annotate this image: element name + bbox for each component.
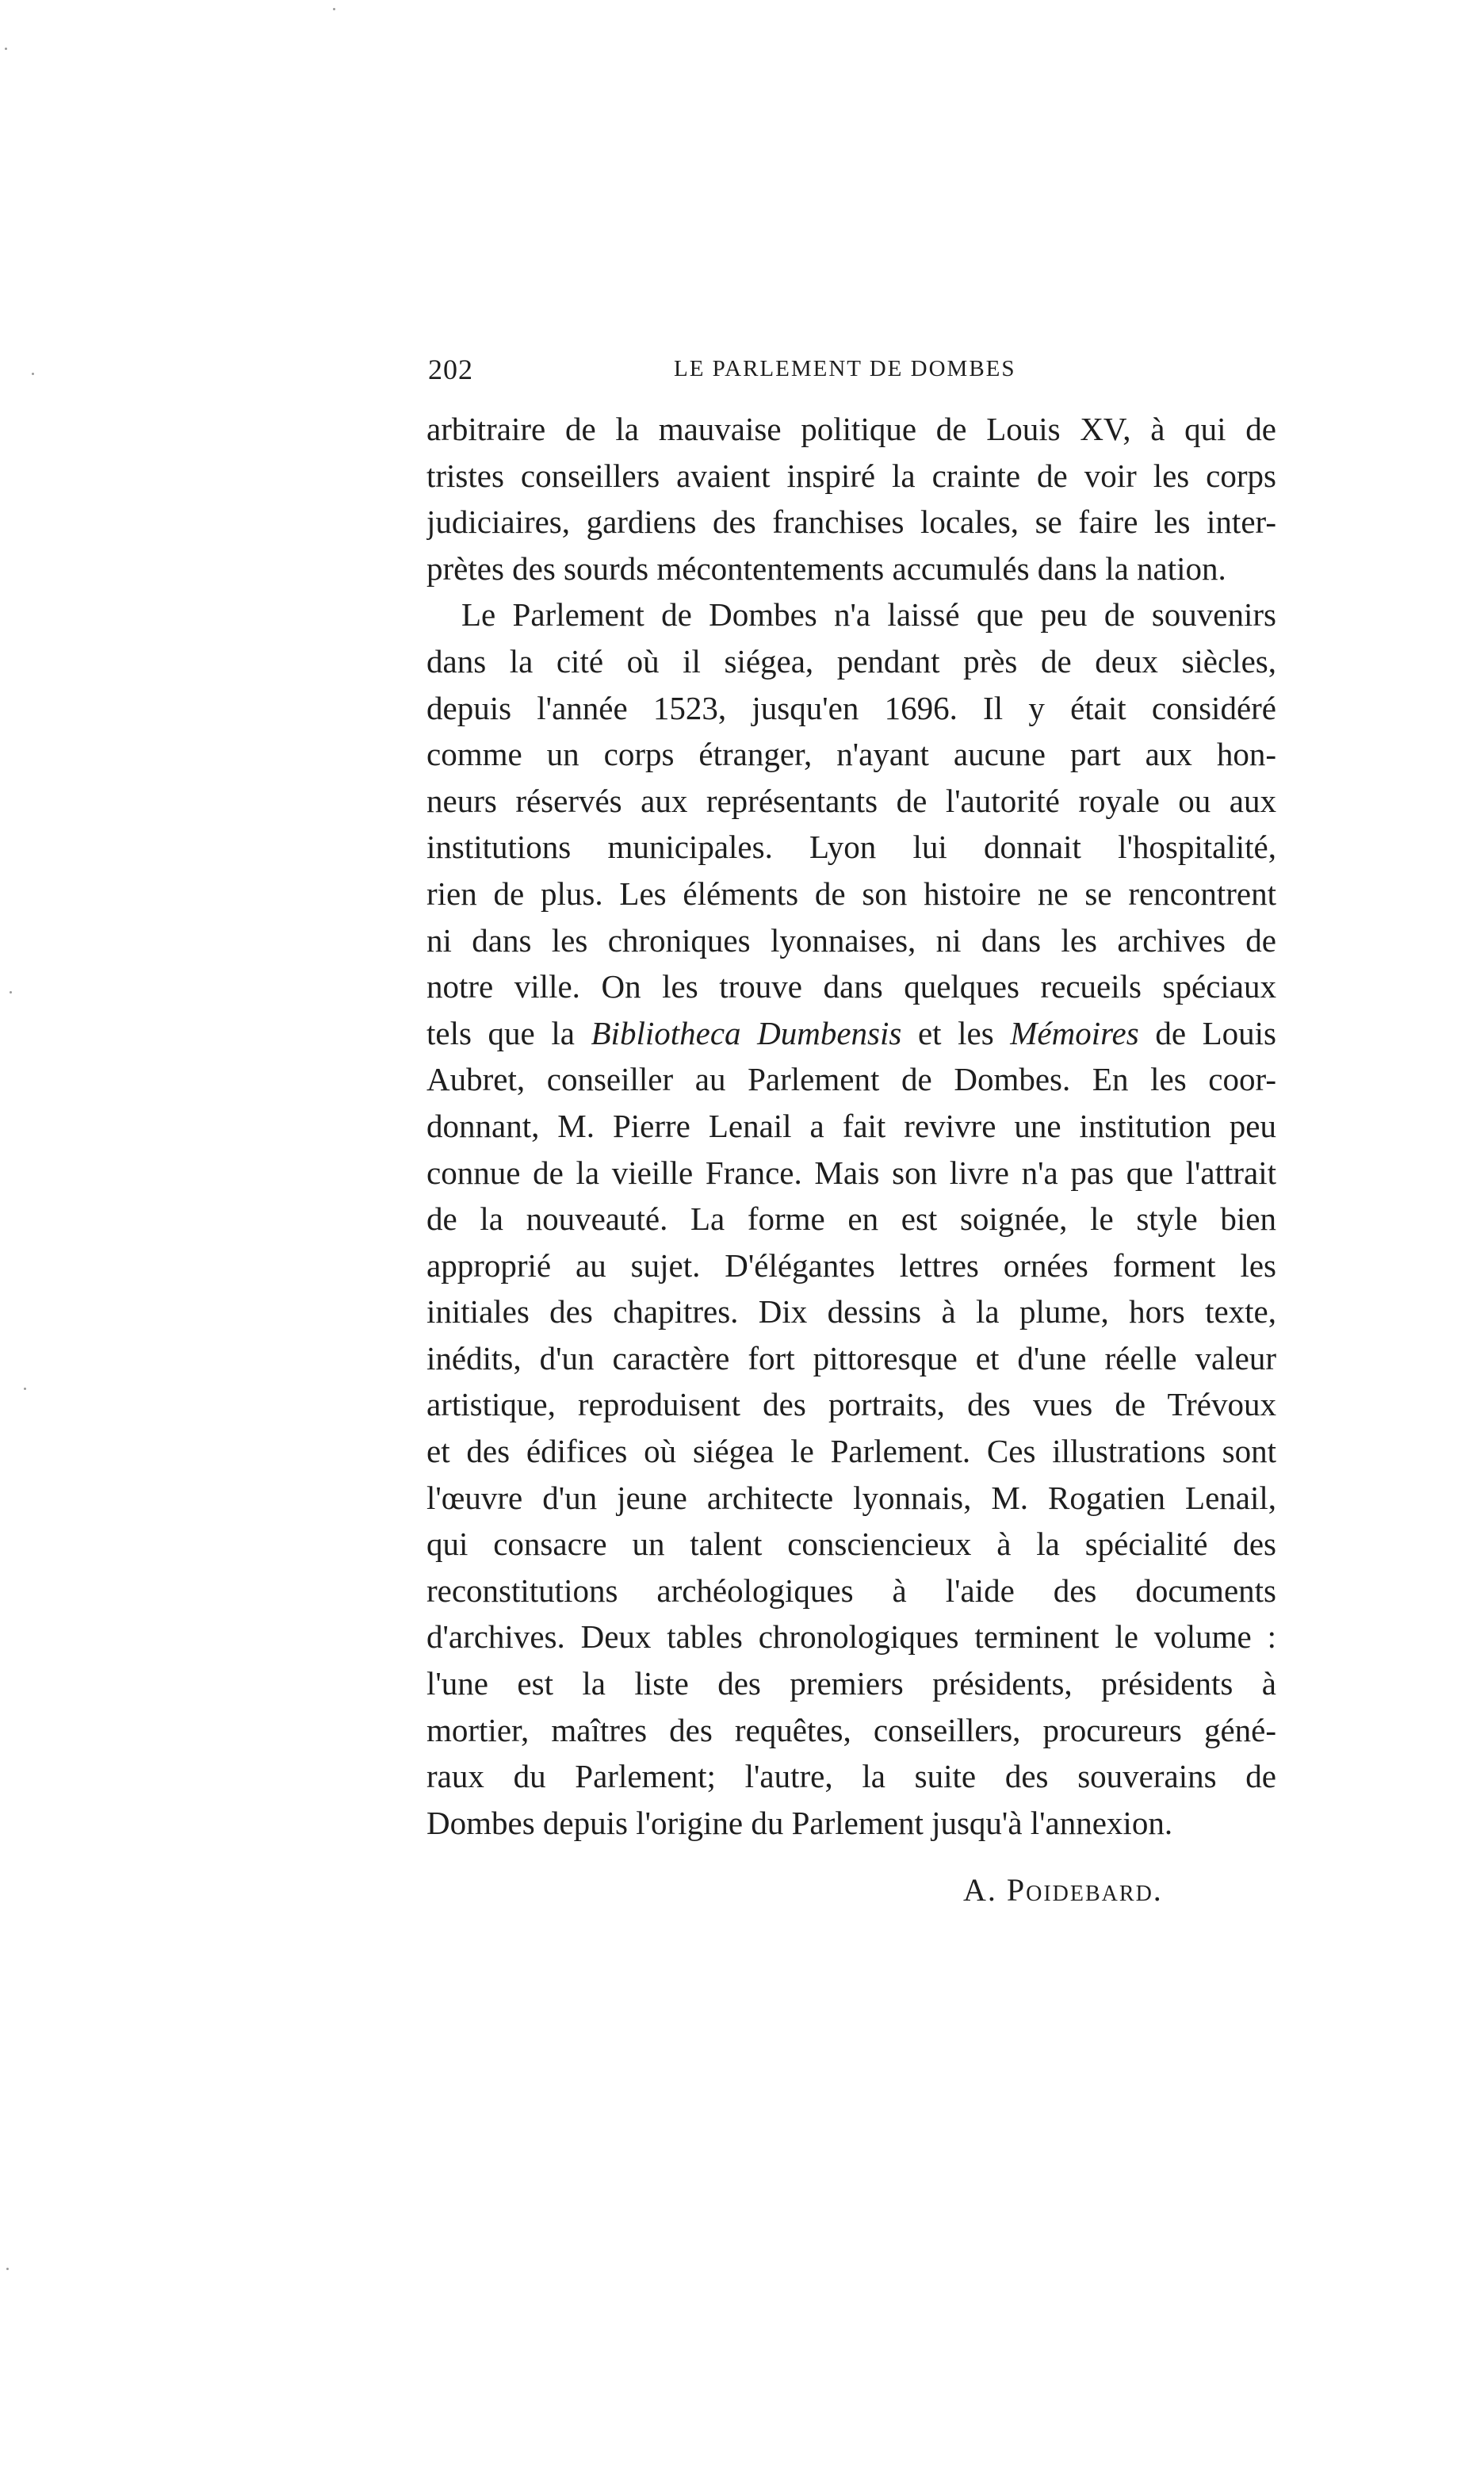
text-line: comme un corps étranger, n'ayant aucune part aux hon- (426, 736, 1276, 773)
text-line: connue de la vieille France. Mais son livre n'a pas que l'attrait (426, 1154, 1276, 1191)
scan-speck (10, 991, 12, 994)
scan-speck (6, 2268, 9, 2270)
text-fragment: et les (901, 1014, 1011, 1051)
text-line: raux du Parlement; l'autre, la suite des souverains de (426, 1758, 1276, 1795)
text-line: donnant, M. Pierre Lenail a fait revivre une institution peu (426, 1107, 1276, 1144)
text-line-with-titles (426, 1010, 1276, 1057)
text-line: judiciaires, gardiens des franchises locales, se faire les inter- (426, 503, 1276, 541)
text-fragment: de Louis (1138, 1014, 1276, 1051)
scan-speck (32, 373, 34, 375)
text-fragment: tels que la (426, 1014, 591, 1051)
text-line: artistique, reproduisent des portraits, des vues de Trévoux (426, 1386, 1276, 1423)
text-line: et des édifices où siégea le Parlement. Ces illustrations sont (426, 1433, 1276, 1470)
text-line: neurs réservés aux représentants de l'autorité royale ou aux (426, 782, 1276, 819)
text-line: notre ville. On les trouve dans quelques recueils spéciaux (426, 968, 1276, 1005)
running-title: LE PARLEMENT DE DOMBES (674, 356, 1016, 381)
text-line: ni dans les chroniques lyonnaises, ni dans les archives de (426, 921, 1276, 959)
text-line: mortier, maîtres des requêtes, conseillers, procureurs géné- (426, 1711, 1276, 1748)
book-title: Bibliotheca Dumbensis (591, 1014, 902, 1051)
text-line: Aubret, conseiller au Parlement de Dombes. En les coor- (426, 1061, 1276, 1098)
text-line: reconstitutions archéologiques à l'aide des documents (426, 1572, 1276, 1609)
text-line: arbitraire de la mauvaise politique de Louis XV, à qui de (426, 411, 1276, 447)
author-signature: A. Poidebard. (963, 1872, 1163, 1908)
text-line: Dombes depuis l'origine du Parlement jusqu'à l'annexion. (426, 1804, 1173, 1841)
scan-speck (5, 48, 7, 50)
page-number: 202 (428, 354, 473, 385)
text-line: inédits, d'un caractère fort pittoresque et d'une réelle valeur (426, 1339, 1276, 1376)
scan-speck (24, 1388, 26, 1390)
text-line: l'œuvre d'un jeune architecte lyonnais, M. Rogatien Lenail, (426, 1479, 1276, 1516)
text-line: tristes conseillers avaient inspiré la crainte de voir les corps (426, 457, 1276, 494)
text-line: l'une est la liste des premiers présidents, présidents à (426, 1665, 1276, 1702)
text-line: dans la cité où il siégea, pendant près de deux siècles, (426, 642, 1276, 680)
text-line: qui consacre un talent consciencieux à la spécialité des (426, 1526, 1276, 1563)
text-line: institutions municipales. Lyon lui donnait l'hospitalité, (426, 829, 1276, 866)
text-line: rien de plus. Les éléments de son histoire ne se rencontrent (426, 875, 1276, 912)
scan-speck (333, 8, 335, 10)
text-line: prètes des sourds mécontentements accumulés dans la nation. (426, 549, 1226, 587)
text-line: approprié au sujet. D'élégantes lettres ornées forment les (426, 1246, 1276, 1284)
text-line: Le Parlement de Dombes n'a laissé que peu de souvenirs (461, 596, 1276, 634)
book-title: Mémoires (1010, 1014, 1139, 1051)
text-line: d'archives. Deux tables chronologiques terminent le volume : (426, 1618, 1276, 1656)
text-line: de la nouveauté. La forme en est soignée, le style bien (426, 1200, 1276, 1238)
text-line: initiales des chapitres. Dix dessins à la plume, hors texte, (426, 1293, 1276, 1330)
text-line: depuis l'année 1523, jusqu'en 1696. Il y était considéré (426, 689, 1276, 726)
body-text (426, 406, 1276, 1846)
running-head (428, 353, 1276, 392)
